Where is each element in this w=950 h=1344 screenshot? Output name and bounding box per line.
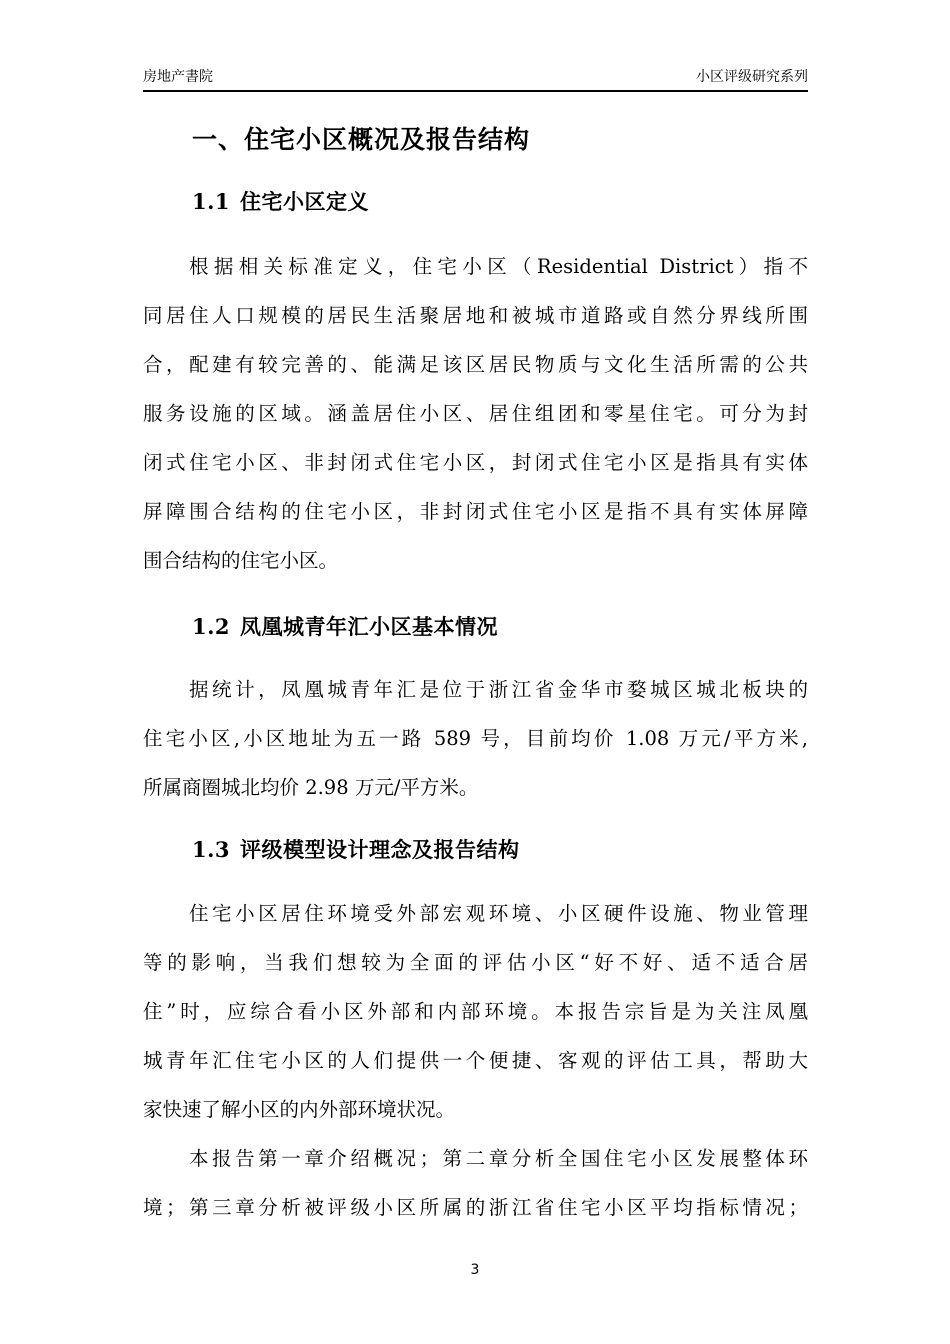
section-title: 住宅小区定义 [240, 190, 370, 214]
section-number: 1.2 [192, 614, 231, 639]
section-heading-1-1 [192, 186, 369, 216]
paragraph-line: 围合结构的住宅小区。 [143, 549, 339, 572]
paragraph-line: 闭式住宅小区、非封闭式住宅小区，封闭式住宅小区是指具有实体 [143, 451, 808, 474]
paragraph-line: 住宅小区,小区地址为五一路 589 号，目前均价 1.08 万元/平方米, [143, 727, 808, 750]
paragraph-line: 住”时，应综合看小区外部和内部环境。本报告宗旨是为关注凤凰 [143, 1000, 808, 1023]
page-number: 3 [470, 1262, 480, 1278]
paragraph-line: 根据相关标准定义，住宅小区（Residential District）指不 [189, 255, 808, 278]
paragraph-line: 据统计，凤凰城青年汇是位于浙江省金华市婺城区城北板块的 [189, 678, 808, 701]
section-number: 1.1 [192, 189, 231, 214]
paragraph-line: 等的影响，当我们想较为全面的评估小区“好不好、适不适合居 [143, 951, 808, 974]
header-publisher: 房地产書院 [143, 69, 213, 85]
section-heading-1-3 [192, 834, 520, 864]
paragraph-line: 所属商圈城北均价 2.98 万元/平方米。 [143, 776, 479, 799]
section-number: 1.3 [192, 837, 231, 862]
chapter-title: 一、住宅小区概况及报告结构 [192, 125, 531, 154]
page-header [143, 66, 808, 92]
header-series: 小区评级研究系列 [696, 69, 808, 85]
paragraph-line: 家快速了解小区的内外部环境状况。 [143, 1098, 456, 1121]
section-heading-1-2 [192, 611, 498, 641]
paragraph-line: 境；第三章分析被评级小区所属的浙江省住宅小区平均指标情况； [143, 1196, 808, 1219]
paragraph-line: 城青年汇住宅小区的人们提供一个便捷、客观的评估工具，帮助大 [143, 1049, 808, 1072]
paragraph-line: 同居住人口规模的居民生活聚居地和被城市道路或自然分界线所围 [143, 304, 808, 327]
paragraph-line: 本报告第一章介绍概况；第二章分析全国住宅小区发展整体环 [189, 1147, 808, 1170]
paragraph-line: 服务设施的区域。涵盖居住小区、居住组团和零星住宅。可分为封 [143, 402, 808, 425]
section-title: 凤凰城青年汇小区基本情况 [240, 615, 499, 639]
paragraph-line: 屏障围合结构的住宅小区，非封闭式住宅小区是指不具有实体屏障 [143, 500, 808, 523]
section-title: 评级模型设计理念及报告结构 [240, 838, 520, 862]
paragraph-line: 合，配建有较完善的、能满足该区居民物质与文化生活所需的公共 [143, 353, 808, 376]
paragraph-line: 住宅小区居住环境受外部宏观环境、小区硬件设施、物业管理 [189, 902, 808, 925]
